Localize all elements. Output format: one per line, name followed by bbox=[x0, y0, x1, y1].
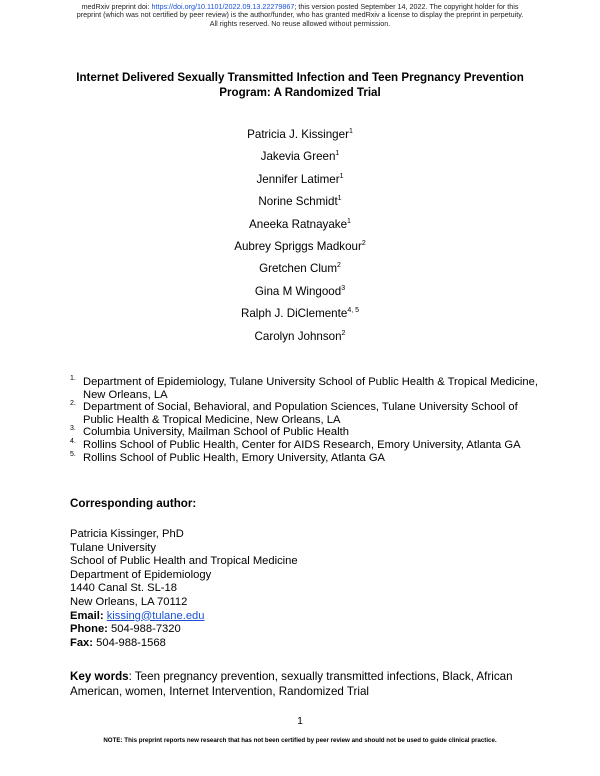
preprint-header-line2: preprint (which was not certified by peer review) is the author/funder, who has granted medRxiv a license to display the preprint in perpetuity. bbox=[76, 10, 524, 20]
paper-title-line2: Program: A Randomized Trial bbox=[219, 86, 381, 99]
affiliation-item: 5. Rollins School of Public Health, Emory University, Atlanta GA bbox=[70, 450, 385, 464]
corresponding-author-details bbox=[70, 528, 298, 650]
email-label: Email: bbox=[70, 609, 104, 622]
preprint-header-line3: All rights reserved. No reuse allowed without permission. bbox=[209, 18, 391, 28]
affiliation-item: 3. Columbia University, Mailman School of Public Health bbox=[70, 425, 349, 439]
affiliation-list bbox=[70, 376, 540, 464]
paper-title bbox=[55, 70, 545, 100]
doi-link[interactable]: https://doi.org/10.1101/2022.09.13.22279867 bbox=[151, 2, 295, 11]
corresponding-author-heading: Corresponding author: bbox=[70, 497, 197, 510]
paper-title-line1: Internet Delivered Sexually Transmitted Infection and Teen Pregnancy Prevention bbox=[76, 71, 524, 84]
phone-value: 504-988-7320 bbox=[111, 623, 181, 636]
keywords-text: : Teen pregnancy prevention, sexually transmitted infections, Black, African American, women, Internet Intervention, Randomized Trial bbox=[70, 670, 513, 698]
fax-line bbox=[70, 637, 298, 651]
affiliation-mark: 3. bbox=[70, 425, 76, 433]
keywords bbox=[70, 670, 532, 699]
author: Jennifer Latimer$^1$ bbox=[256, 172, 344, 186]
author: Jakevia Green$^1$ bbox=[260, 150, 340, 164]
footer-note: NOTE: This preprint reports new research that has not been certified by peer review and should not be used to guide clinical practice. bbox=[103, 737, 497, 744]
corresponding-city: New Orleans, LA 70112 bbox=[70, 595, 188, 608]
preprint-header-line1: medRxiv preprint doi: https://doi.org/10.1101/2022.09.13.22279867; this version posted September 14, 2022. The copyright holder for this bbox=[81, 2, 519, 11]
author: Aubrey Spriggs Madkour$^2$ bbox=[234, 239, 366, 253]
author: Gina M Wingood$^3$ bbox=[254, 284, 346, 298]
author: Aneeka Ratnayake$^1$ bbox=[249, 217, 351, 231]
affiliation-mark: 4. bbox=[70, 437, 76, 445]
phone-line bbox=[70, 623, 298, 637]
email-link[interactable]: kissing@tulane.edu bbox=[106, 609, 205, 622]
author: Carolyn Johnson$^2$ bbox=[254, 329, 346, 343]
corresponding-street: 1440 Canal St. SL-18 bbox=[70, 582, 177, 595]
fax-value: 504-988-1568 bbox=[96, 636, 166, 649]
affiliation-item: 2. Department of Social, Behavioral, and Population Sciences, Tulane University School of Public Health & Tropical Medicine, New Orleans, LA bbox=[70, 400, 518, 426]
affiliation-item: 4. Rollins School of Public Health, Center for AIDS Research, Emory University, Atlanta GA bbox=[70, 437, 521, 451]
corresponding-institution: Tulane University bbox=[70, 541, 157, 554]
page-number: 1 bbox=[297, 716, 303, 727]
keywords-label: Key words bbox=[70, 670, 129, 683]
phone-label: Phone: bbox=[70, 623, 108, 636]
author: Ralph J. DiClemente$^{4, 5}$ bbox=[240, 307, 359, 321]
author: Norine Schmidt$^1$ bbox=[258, 195, 342, 209]
author-list bbox=[0, 128, 600, 352]
preprint-header bbox=[40, 3, 560, 28]
corresponding-name: Patricia Kissinger, PhD bbox=[70, 528, 184, 540]
author: Patricia J. Kissinger$^1$ bbox=[247, 128, 353, 141]
affiliation-mark: 5. bbox=[70, 450, 76, 458]
affiliation-mark: 1. bbox=[70, 375, 76, 382]
corresponding-school: School of Public Health and Tropical Medicine bbox=[70, 555, 298, 568]
affiliation-item: 1. Department of Epidemiology, Tulane University School of Public Health & Tropical Medicine, New Orleans, LA bbox=[70, 375, 538, 401]
affiliation-mark: 2. bbox=[70, 400, 76, 408]
fax-label: Fax: bbox=[70, 636, 94, 649]
email-line bbox=[70, 610, 298, 624]
author: Gretchen Clum$^2$ bbox=[259, 262, 341, 276]
corresponding-department: Department of Epidemiology bbox=[70, 568, 212, 581]
